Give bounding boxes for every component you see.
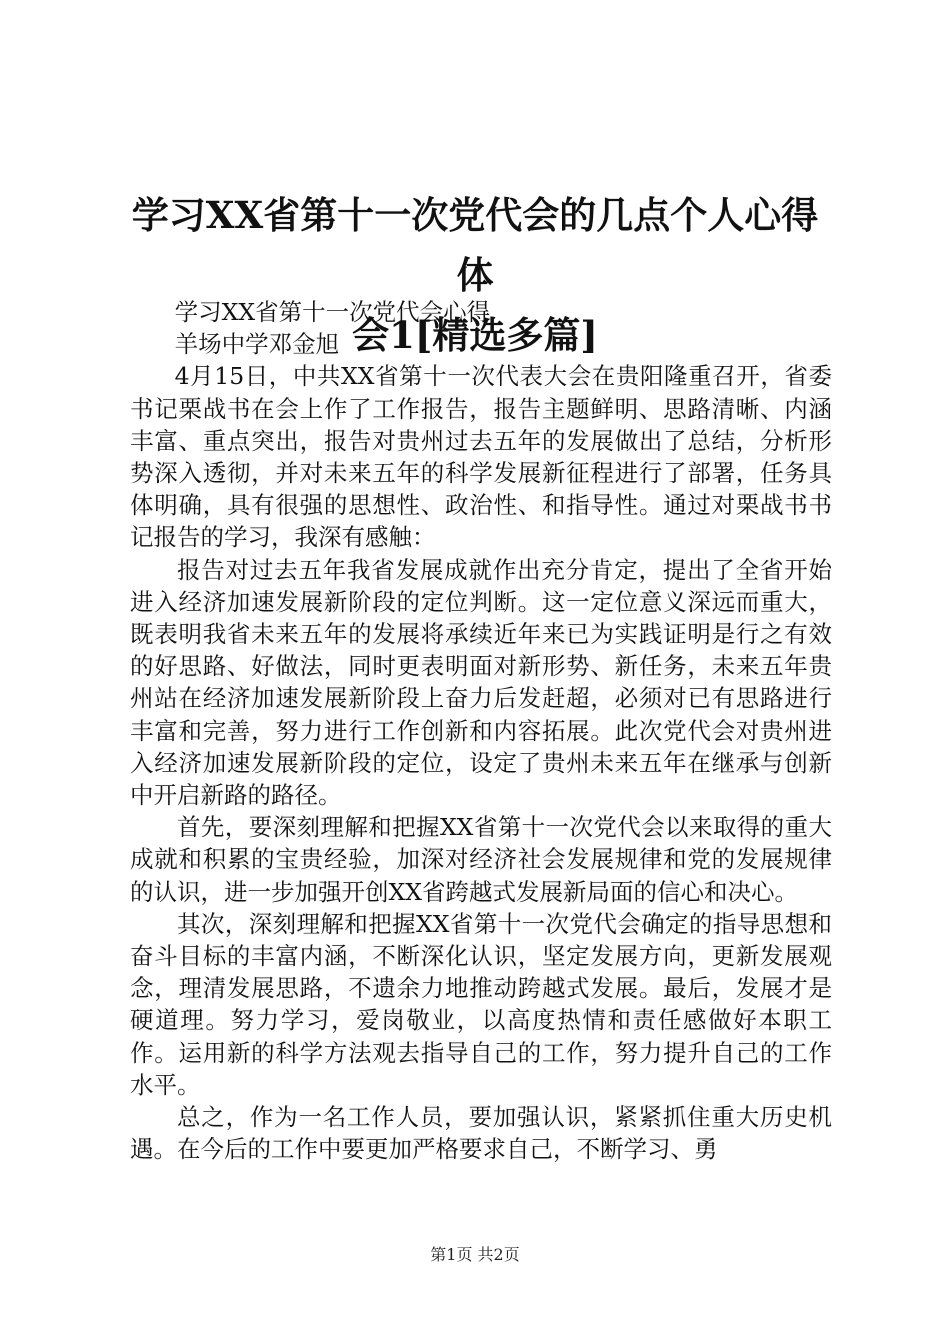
paragraph: 4月15日，中共XX省第十一次代表大会在贵阳隆重召开，省委书记栗战书在会上作了工作报告，报告主题鲜明、思路清晰、内涵丰富、重点突出，报告对贵州过去五年的发展做出了总结，分析形势深入透彻，并对未来五年的科学发展新征程进行了部署，任务具体明确，具有很强的思想性、政治性、和指导性。通过对栗战书书记报告的学习，我深有感触：	[130, 362, 832, 552]
document-author: 羊场中学邓金旭	[174, 330, 340, 359]
paragraph: 总之，作为一名工作人员，要加强认识，紧紧抓住重大历史机遇。在今后的工作中要更加严格要求自己，不断学习、勇	[130, 1103, 832, 1164]
paragraph: 其次，深刻理解和把握XX省第十一次党代会确定的指导思想和奋斗目标的丰富内涵，不断深化认识，坚定发展方向，更新发展观念，理清发展思路，不遗余力地推动跨越式发展。最后，发展才是硬道理。努力学习，爱岗敬业，以高度热情和责任感做好本职工作。运用新的科学方法观去指导自己的工作，努力提升自己的工作水平。	[130, 909, 832, 1099]
page-number-footer: 第1页 共2页	[430, 1245, 520, 1264]
document-body	[130, 296, 832, 1165]
paragraph: 报告对过去五年我省发展成就作出充分肯定，提出了全省开始进入经济加速发展新阶段的定位判断。这一定位意义深远而重大，既表明我省未来五年的发展将承续近年来已为实践证明是行之有效的好思路、好做法，同时更表明面对新形势、新任务，未来五年贵州站在经济加速发展新阶段上奋力后发赶超，必须对已有思路进行丰富和完善，努力进行工作创新和内容拓展。此次党代会对贵州进入经济加速发展新阶段的定位，设定了贵州未来五年在继承与创新中开启新路的路径。	[130, 555, 832, 810]
paragraph: 首先，要深刻理解和把握XX省第十一次党代会以来取得的重大成就和积累的宝贵经验，加深对经济社会发展规律和党的发展规律的认识，进一步加强开创XX省跨越式发展新局面的信心和决心。	[130, 813, 832, 906]
document-subtitle: 学习XX省第十一次党代会心得	[174, 298, 491, 326]
title-line-2: 会1[精选多篇]	[352, 313, 598, 357]
title-line-1: 学习XX省第十一次党代会的几点个人心得体	[131, 193, 819, 297]
